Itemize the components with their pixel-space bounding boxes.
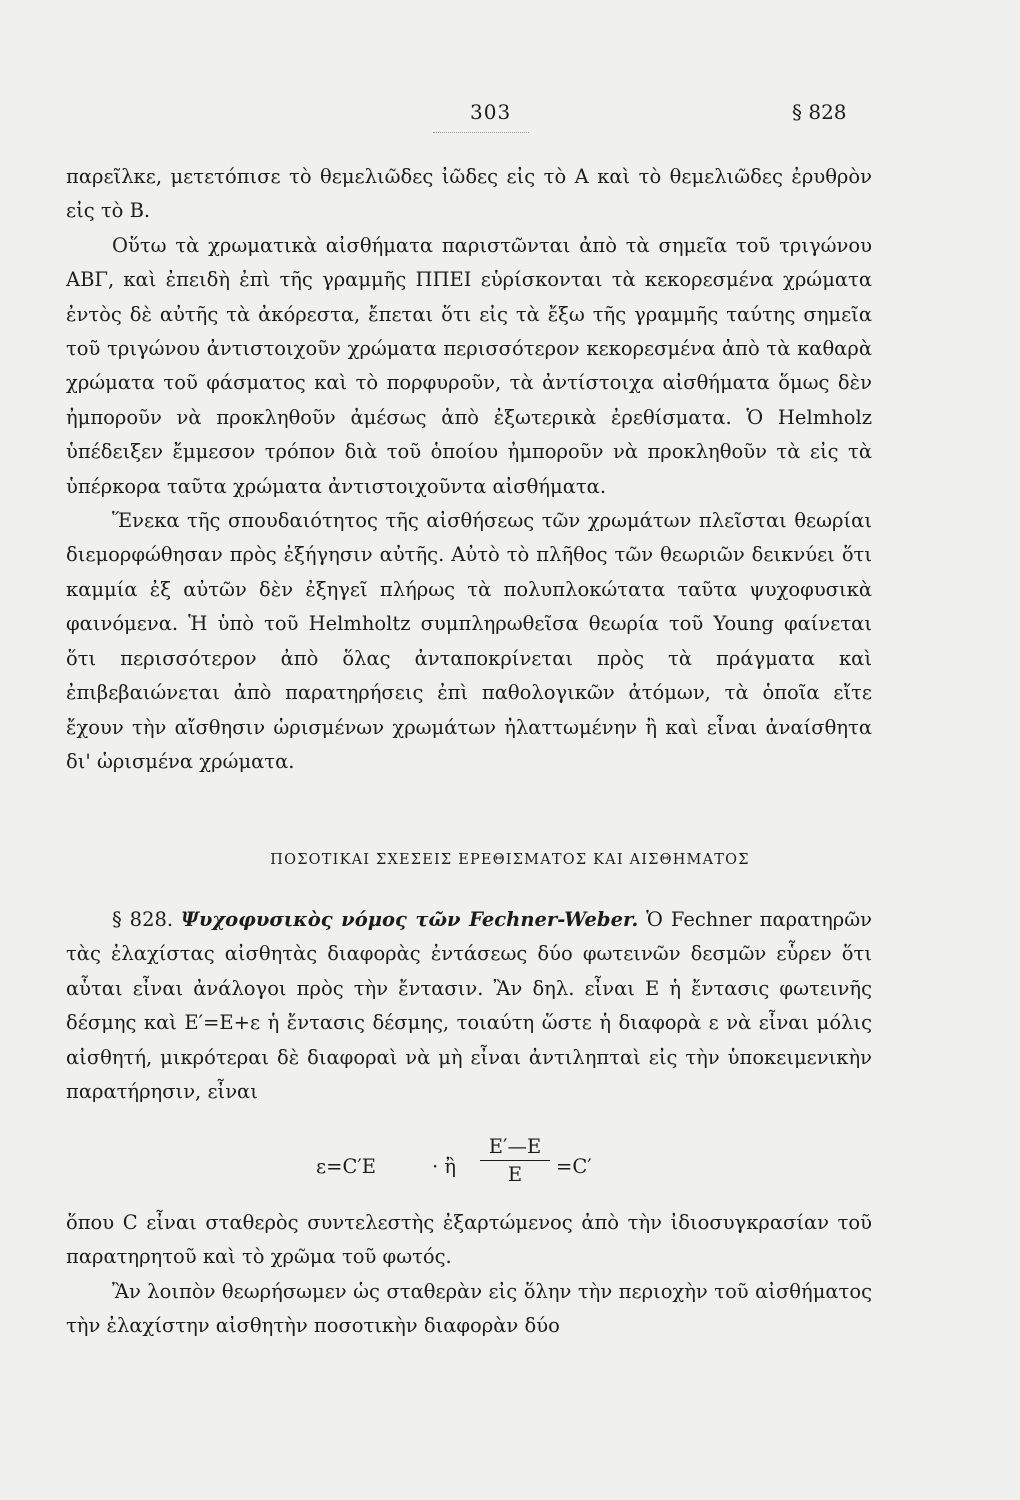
section-paragraph: Ὁ Fechner παρατηρῶν τὰς ἐλαχίστας αἰσθητὰς διαφορὰς ἐντάσεως δύο φωτεινῶν δεσμῶν εὗρεν ὅτι αὗται εἶναι ἀνάλογοι πρὸς τὴν ἔντασιν. Ἂν δηλ. εἶναι Ε ἡ ἔντασις φωτεινῆς δέσμης καὶ Ε′=Ε+ε ἡ ἔντασις δέσμης, τοιαύτη ὥστε ἡ διαφορὰ ε νὰ εἶναι μόλις αἰσθητή, μικρότεραι δὲ διαφοραὶ νὰ μὴ εἶναι ἀντιληπταὶ εἰς τὴν ὑποκειμενικὴν παρατήρησιν, εἶναι xyxy=(66,908,872,1104)
formula-rhs: =C′ xyxy=(556,1155,592,1178)
fechner-formula xyxy=(316,1135,636,1195)
body-text xyxy=(66,160,872,779)
law-title: Ψυχοφυσικὸς νόμος τῶν Fechner-Weber. xyxy=(181,908,639,931)
running-section-ref: § 828 xyxy=(792,100,847,124)
section-number: § 828. xyxy=(112,908,174,931)
after-formula-text xyxy=(66,1206,872,1344)
section-828 xyxy=(66,903,872,1109)
page-header xyxy=(0,100,1020,140)
paragraph-color-theories: Ἕνεκα τῆς σπουδαιότητος τῆς αἰσθήσεως τῶν χρωμάτων πλεῖσται θεωρίαι διεμορφώθησαν πρὸς ἐξήγησιν αὐτῆς. Αὐτὸ τὸ πλῆθος τῶν θεωριῶν δεικνύει ὅτι καμμία ἐξ αὐτῶν δὲν ἐξηγεῖ πλήρως τὰ πολυπλοκώτατα ταῦτα ψυχοφυσικὰ φαινόμενα. Ἡ ὑπὸ τοῦ Helmholtz συμπληρωθεῖσα θεωρία τοῦ Young φαίνεται ὅτι περισσότερον ἀπὸ ὅλας ἀνταποκρίνεται πρὸς τὰ πράγματα καὶ ἐπιβεβαιώνεται ἀπὸ παρατηρήσεις ἐπὶ παθολογικῶν ἀτόμων, τὰ ὁποῖα εἴτε ἔχουν τὴν αἴσθησιν ὡρισμένων χρωμάτων ἠλαττωμένην ἢ καὶ εἶναι ἀναίσθητα δι' ὡρισμένα χρώματα. xyxy=(66,509,872,773)
formula-lhs: ε=C′E xyxy=(316,1155,377,1178)
paragraph-continuation-next: Ἂν λοιπὸν θεωρήσωμεν ὡς σταθερὰν εἰς ὅλην τὴν περιοχὴν τοῦ αἰσθήματος τὴν ἐλαχίστην αἰσθητὴν ποσοτικὴν διαφορὰν δύο xyxy=(66,1279,872,1338)
formula-numerator: E′—E xyxy=(480,1135,550,1161)
paragraph-color-triangle: Οὕτω τὰ χρωματικὰ αἰσθήματα παριστῶνται ἀπὸ τὰ σημεῖα τοῦ τριγώνου ΑΒΓ, καὶ ἐπειδὴ ἐπὶ τῆς γραμμῆς ΠΠΕΙ εὑρίσκονται τὰ κεκορεσμένα χρώματα ἐντὸς δὲ αὐτῆς τὰ ἀκόρεστα, ἔπεται ὅτι εἰς τὰ ἔξω τῆς γραμμῆς ταύτης σημεῖα τοῦ τριγώνου ἀντιστοιχοῦν χρώματα περισσότερον κεκορεσμένα ἀπὸ τὰ καθαρὰ χρώματα τοῦ φάσματος καὶ τὸ πορφυροῦν, τὰ ἀντίστοιχα αἰσθήματα ὅμως δὲν ἠμποροῦν νὰ προκληθοῦν ἀμέσως ἀπὸ ἐξωτερικὰ ἐρεθίσματα. Ὁ Helmholz ὑπέδειξεν ἔμμεσον τρόπον διὰ τοῦ ὁποίου ἠμποροῦν νὰ προκληθοῦν τὰ εἰς τὰ ὑπέρκορα ταῦτα χρώματα ἀντιστοιχοῦντα αἰσθήματα. xyxy=(66,233,872,498)
paragraph-constant-explanation: ὅπου C εἶναι σταθερὸς συντελεστὴς ἐξαρτώμενος ἀπὸ τὴν ἰδιοσυγκρασίαν τοῦ παρατηρητοῦ καὶ τὸ χρῶμα τοῦ φωτός. xyxy=(66,1211,872,1269)
formula-separator: · ἢ xyxy=(432,1155,457,1178)
header-rule xyxy=(433,132,529,133)
section-heading: ΠΟΣΟΤΙΚΑΙ ΣΧΕΣΕΙΣ ΕΡΕΘΙΣΜΑΤΟΣ ΚΑΙ ΑΙΣΘΗΜΑΤΟΣ xyxy=(270,852,750,868)
page-number: 303 xyxy=(470,100,512,124)
formula-fraction xyxy=(480,1135,550,1186)
formula-denominator: E xyxy=(507,1163,523,1186)
paragraph-continuation: παρεῖλκε, μετετόπισε τὸ θεμελιῶδες ἰῶδες εἰς τὸ Α καὶ τὸ θεμελιῶδες ἐρυθρὸν εἰς τὸ Β. xyxy=(66,165,872,223)
